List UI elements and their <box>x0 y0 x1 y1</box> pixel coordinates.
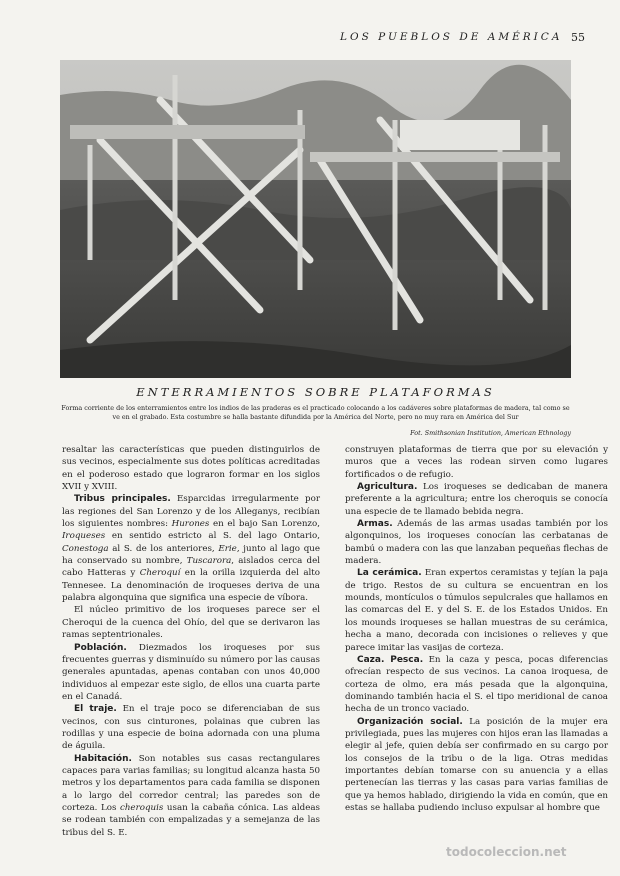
section-heading: El traje. <box>74 704 117 715</box>
figure-caption: Forma corriente de los enterramientos entre los indios de las praderas es el practicado colocando a los cadáveres sobre plataformas de madera, tal como se ve en el grabado. Esta costumbre se halla bastante difundida por la América del Norte, pero no muy rara en América del Sur <box>61 404 570 421</box>
figure-title: ENTERRAMIENTOS SOBRE PLATAFORMAS <box>136 385 495 399</box>
paragraph: Armas. Además de las armas usadas también por los algonquinos, los iroqueses conocían las cerbatanas de bambú o madera con las que lanzaban pequeñas flechas de madera. <box>345 519 608 567</box>
paragraph: resaltar las características que pueden distinguirlos de sus vecinos, especialmente sus dotes políticas acreditadas en el poderoso estado que lograron formar en los siglos XVII y XVIII. <box>62 445 320 493</box>
paragraph: Habitación. Son notables sus casas rectangulares capaces para varias familias; su longitud alcanza hasta 50 metros y los departamentos para cada familia se disponen a lo largo del corredor central; las paredes son de corteza. Los cheroquis usan la cabaña cónica. Las aldeas se rodean también con empalizadas y a semejanza de las tribus del S. E. <box>62 753 320 838</box>
left-column <box>62 444 320 839</box>
section-heading: Organización social. <box>357 716 463 727</box>
section-heading: Tribus principales. <box>74 494 171 505</box>
page-header <box>0 31 620 47</box>
paragraph: Población. Diezmados los iroqueses por sus frecuentes guerras y disminuído su número por las causas generales apuntadas, apenas contaban con unos 40,000 individuos al empezar este siglo, de ellos una cuarta parte en el Canadá. <box>62 642 320 702</box>
section-heading: Armas. <box>357 519 393 530</box>
right-column <box>345 444 608 814</box>
paragraph: Tribus principales. Esparcidas irregularmente por las regiones del San Lorenzo y de los Alleganys, recibían los siguientes nombres: Hurones en el bajo San Lorenzo, Iroqueses en sentido estricto al S. del lago Ontario, Conestoga al S. de los anteriores, Erie, junto al lago que ha conservado su nombre, Tuscarora, aislados cerca del cabo Hatteras y Cheroquí en la orilla izquierda del alto Tennesee. La denominación de iroqueses deriva de una palabra algonquina que significa una especie de víbora. <box>62 494 320 604</box>
page-number: 55 <box>571 31 585 44</box>
running-title: LOS PUEBLOS DE AMÉRICA <box>340 31 563 43</box>
watermark: todocoleccion.net <box>446 845 567 859</box>
paragraph: Agricultura. Los iroqueses se dedicaban de manera preferente a la agricultura; entre los cheroquis se conocía una especie de te llamado bebida negra. <box>345 482 608 517</box>
paragraph: Caza. Pesca. En la caza y pesca, pocas diferencias ofrecían respecto de sus vecinos. La canoa iroquesa, de corteza de olmo, era más pesada que la algonquina, dominando también hacia el S. el tipo meridional de canoa hecha de un tronco vaciado. <box>345 654 608 715</box>
paragraph: Organización social. La posición de la mujer era privilegiada, pues las mujeres con hijos eran las llamadas a elegir al jefe, quien debía ser confirmado en su cargo por los consejos de la tribu o de la liga. Otras medidas importantes debían tomarse con su anuencia y a ellas pertenecían las tierras y las casas para varias familias de que ya hemos hablado, dirigiendo la vida en común, que en estas se hallaba pudiendo incluso expulsar al hombre que <box>345 716 608 813</box>
paragraph: La cerámica. Eran expertos ceramistas y tejían la paja de trigo. Restos de su cultura se encuentran en los mounds, montículos o túmulos sepulcrales que hallamos en las comarcas del E. y del S. E. de los Estados Unidos. En los mounds iroqueses se hallan muestras de su cerámica, hecha a mano, decorada con incisiones o relieves y que parece imitar las vasijas de corteza. <box>345 568 608 653</box>
photo-credit: Fot. Smithsonian Institution, American Ethnology <box>410 429 571 437</box>
paragraph: construyen plataformas de tierra que por su elevación y muros que a veces las rodean sirven como lugares fortificados o de refugio. <box>345 445 608 480</box>
section-heading: Población. <box>74 642 127 653</box>
paragraph: El núcleo primitivo de los iroqueses parece ser el Cheroqui de la cuenca del Ohío, del que se derivaron las ramas septentrionales. <box>62 605 320 641</box>
burial-platforms-photo <box>60 60 571 378</box>
paragraph: El traje. En el traje poco se diferenciaban de sus vecinos, con sus cinturones, polainas que cubren las rodillas y una especie de boina adornada con una pluma de águila. <box>62 704 320 752</box>
section-heading: La cerámica. <box>357 568 422 579</box>
section-heading: Caza. Pesca. <box>357 654 424 665</box>
section-heading: Agricultura. <box>357 482 418 493</box>
section-heading: Habitación. <box>74 753 132 764</box>
